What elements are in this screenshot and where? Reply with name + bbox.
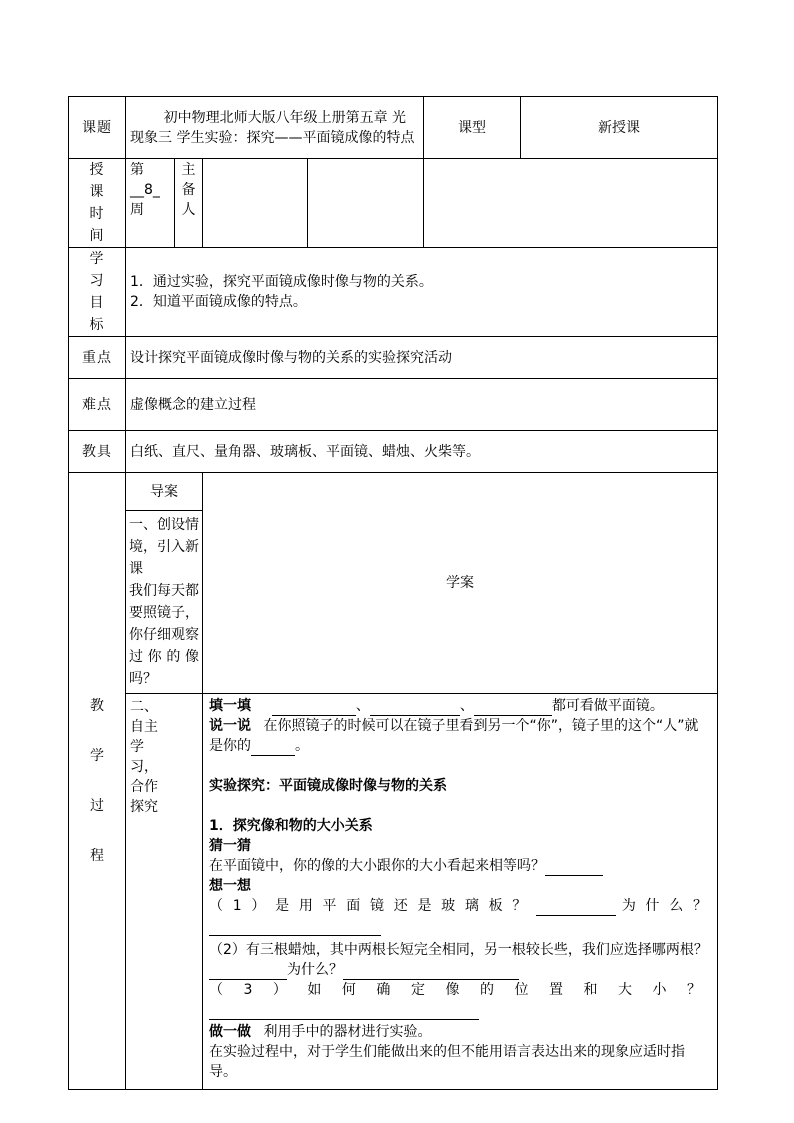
say-blank[interactable] — [251, 739, 295, 756]
week-suffix: 周 — [130, 202, 144, 218]
course-title: 初中物理北师大版八年级上册第五章 光现象三 学生实验：探究——平面镜成像的特点 — [126, 97, 424, 159]
step1-title: 一、创设情境，引入新课 — [129, 517, 199, 577]
week-prefix: 第 — [130, 162, 144, 178]
q1-why: 为什么？ — [616, 898, 711, 914]
key-label: 重点 — [69, 337, 126, 379]
step2-row — [69, 694, 718, 1090]
step2-cell — [126, 694, 203, 1090]
fill-sep-2: 、 — [459, 698, 474, 714]
q1-blank[interactable] — [536, 899, 616, 916]
time-empty-1 — [308, 159, 424, 248]
course-type-value: 新授课 — [521, 97, 718, 159]
week-cell — [126, 159, 175, 248]
do-line — [209, 1022, 711, 1042]
time-row — [69, 159, 718, 248]
course-type-label: 课型 — [424, 97, 521, 159]
time-label — [69, 159, 126, 248]
goals-cell — [126, 248, 718, 337]
do-label: 做一做 — [209, 1024, 251, 1040]
q2-blank-2[interactable] — [343, 963, 519, 980]
fill-label: 填一填 — [209, 698, 251, 714]
guide-header: 导案 — [126, 473, 203, 511]
time-empty-2 — [424, 159, 718, 248]
note-text: 在实验过程中，对于学生们能做出来的但不能用语言表达出来的现象应适时指导。 — [209, 1044, 685, 1080]
do-text: 利用手中的器材进行实验。 — [263, 1024, 432, 1040]
fill-blank-3[interactable] — [474, 699, 552, 716]
process-label: 教学过程 — [90, 698, 104, 864]
q1-line — [209, 896, 711, 916]
step2-title: 二、自主学习，合作探究 — [130, 699, 158, 815]
study-header: 学案 — [203, 473, 718, 694]
q3-answer-line — [209, 1000, 711, 1020]
fill-blank-2[interactable] — [370, 699, 460, 716]
fill-tail: 都可看做平面镜。 — [551, 698, 664, 714]
think-label: 想一想 — [209, 878, 251, 894]
guess-line — [209, 856, 711, 876]
fill-sep-1: 、 — [355, 698, 370, 714]
goal-item-1: 1．通过实验，探究平面镜成像时像与物的关系。 — [130, 274, 433, 290]
week-number: __8_ — [130, 182, 160, 198]
guess-blank[interactable] — [545, 859, 603, 876]
fill-blank-1[interactable] — [272, 699, 356, 716]
q2-line — [209, 940, 711, 980]
process-header-row — [69, 473, 718, 511]
study-content — [203, 694, 718, 1090]
tools-label: 教具 — [69, 431, 126, 473]
difficult-text: 虚像概念的建立过程 — [126, 379, 718, 431]
difficult-label: 难点 — [69, 379, 126, 431]
guess-text: 在平面镜中，你的像的大小跟你的大小看起来相等吗？ — [209, 858, 545, 874]
q3-text: （3）如何确定像的位置和大小？ — [209, 982, 711, 998]
say-text: 在你照镜子的时候可以在镜子里看到另一个“你”，镜子里的这个“人”就是你的 — [209, 718, 699, 754]
course-row — [69, 97, 718, 159]
host-label: 主备人 — [181, 162, 196, 218]
key-row — [69, 337, 718, 379]
say-label: 说一说 — [209, 718, 251, 734]
say-line — [209, 716, 711, 756]
sub-title-1: 1．探究像和物的大小关系 — [209, 818, 373, 834]
host-name-cell — [203, 159, 308, 248]
goals-label: 学习目标 — [69, 248, 126, 337]
experiment-title: 实验探究：平面镜成像时像与物的关系 — [209, 778, 447, 794]
tools-text: 白纸、直尺、量角器、玻璃板、平面镜、蜡烛、火柴等。 — [126, 431, 718, 473]
goal-item-2: 2．知道平面镜成像的特点。 — [130, 294, 307, 310]
guess-label: 猜一猜 — [209, 838, 251, 854]
say-end: 。 — [295, 738, 309, 754]
lesson-plan-table — [68, 96, 718, 1090]
q2-why: 为什么？ — [287, 962, 343, 978]
q1-text: （1）是用平面镜还是玻璃板？ — [209, 898, 537, 914]
step1-cell — [126, 511, 203, 694]
key-text: 设计探究平面镜成像时像与物的关系的实验探究活动 — [126, 337, 718, 379]
host-label-cell — [175, 159, 203, 248]
q3-answer-blank[interactable] — [209, 1003, 479, 1020]
q1-answer-blank[interactable] — [209, 919, 381, 936]
q1-answer-line — [209, 916, 711, 936]
goals-row — [69, 248, 718, 337]
q2-text: （2）有三根蜡烛，其中两根长短完全相同，另一根较长些，我们应选择哪两根？ — [209, 942, 708, 958]
course-label: 课题 — [69, 97, 126, 159]
difficult-row — [69, 379, 718, 431]
tools-row — [69, 431, 718, 473]
process-label-cell — [69, 473, 126, 1090]
step1-desc: 我们每天都要照镜子，你仔细观察过你的像吗？ — [129, 583, 199, 687]
fill-line — [209, 696, 711, 716]
q2-blank-1[interactable] — [209, 963, 287, 980]
q3-line — [209, 980, 711, 1000]
time-label-text: 授课时间 — [89, 162, 105, 244]
